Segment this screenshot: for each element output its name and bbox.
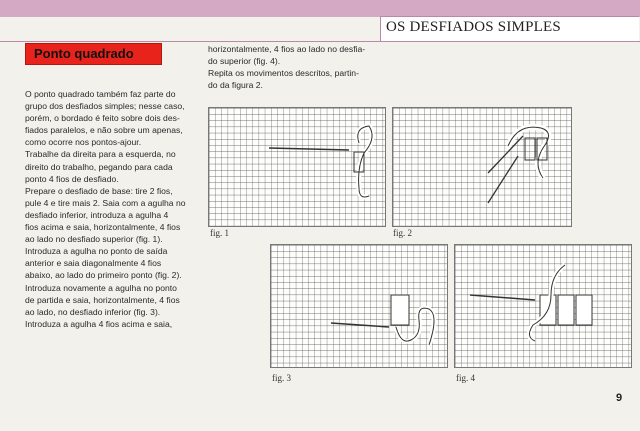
text-line: ponto 4 fios de desfiado. xyxy=(25,173,119,184)
text-line: abaixo, ao lado do primeiro ponto (fig. 2). xyxy=(25,270,182,281)
figure-2-caption: fig. 2 xyxy=(393,228,412,238)
figure-1-caption: fig. 1 xyxy=(210,228,229,238)
text-line: horizontalmente, 4 fios ao lado no desfia- xyxy=(208,44,366,54)
text-line: Introduza novamente a agulha no ponto xyxy=(25,282,177,293)
text-line: do da figura 2. xyxy=(208,80,263,91)
text-line: fios acima e saia, horizontalmente, 4 fios xyxy=(25,222,181,233)
text-line: como ocorre nos pontos-ajour. xyxy=(25,137,142,148)
text-line: de partida e saia, horizontalmente, 4 fios xyxy=(25,294,180,305)
figure-1-illustration xyxy=(209,108,385,226)
left-column xyxy=(25,88,197,330)
figure-3-grid xyxy=(270,244,448,368)
text-line: grupo dos desfiados simples; nesse caso, xyxy=(25,101,185,112)
text-line: pule 4 e tire mais 2. Saia com a agulha no xyxy=(25,197,186,208)
figure-2-grid xyxy=(392,107,572,227)
section-title: Ponto quadrado xyxy=(34,46,134,61)
figure-3-caption: fig. 3 xyxy=(272,373,291,383)
figure-2-illustration xyxy=(393,108,571,226)
right-column xyxy=(208,43,388,91)
figure-4-illustration xyxy=(455,245,631,367)
text-line: Introduza a agulha no ponto de saída xyxy=(25,246,168,257)
header-rule xyxy=(0,41,640,42)
text-line: direito do trabalho, pegando para cada xyxy=(25,161,173,172)
page-title: OS DESFIADOS SIMPLES xyxy=(386,19,561,35)
header-band xyxy=(0,0,640,17)
text-line: Trabalhe da direita para a esquerda, no xyxy=(25,149,176,160)
text-line: porém, o bordado é feito sobre dois des- xyxy=(25,113,180,124)
text-line: ao lado no desfiado superior (fig. 1). xyxy=(25,234,163,245)
text-line: Introduza a agulha 4 fios acima e saia, xyxy=(25,318,173,329)
text-line: anterior e saia diagonalmente 4 fios xyxy=(25,258,162,269)
section-title-box xyxy=(25,43,162,65)
text-line: desfiado inferior, introduza a agulha 4 xyxy=(25,209,169,220)
text-line: Repita os movimentos descritos, partin- xyxy=(208,68,359,79)
text-line: Prepare o desfiado de base: tire 2 fios, xyxy=(25,185,173,196)
text-line: do superior (fig. 4). xyxy=(208,56,281,67)
figure-4-caption: fig. 4 xyxy=(456,373,475,383)
figure-1-grid xyxy=(208,107,386,227)
page-number: 9 xyxy=(616,392,623,404)
text-line: fiados paralelos, e não sobre um apenas, xyxy=(25,125,183,136)
text-line: ao lado, no desfiado inferior (fig. 3). xyxy=(25,306,161,317)
figure-4-grid xyxy=(454,244,632,368)
figure-3-illustration xyxy=(271,245,447,367)
text-line: O ponto quadrado também faz parte do xyxy=(25,89,176,99)
